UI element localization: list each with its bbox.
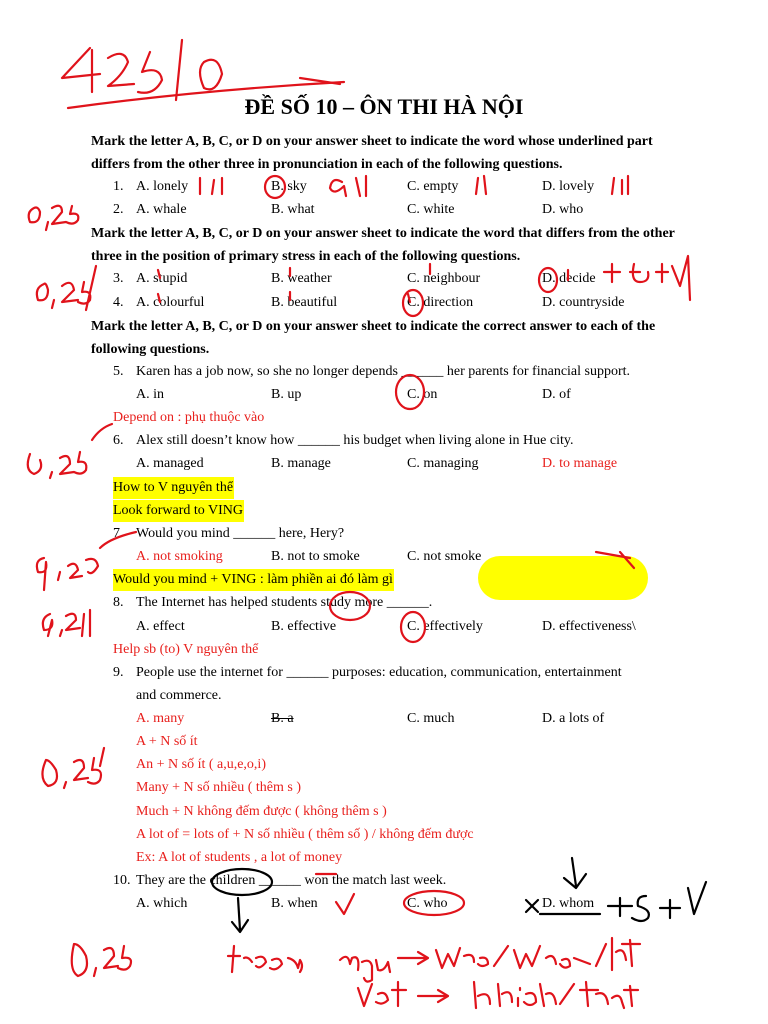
note-grammar-1: A + N số ít: [136, 734, 198, 749]
question-text: People use the internet for ______ purposes: education, communication, entertainment: [136, 665, 622, 680]
option-c: C. white: [407, 202, 455, 217]
option-a: A. which: [136, 896, 188, 911]
note-grammar-2: An + N số ít ( a,u,e,o,i): [136, 757, 266, 772]
option-b: B. effective: [271, 619, 337, 634]
note-grammar-6: Ex: A lot of students , a lot of money: [136, 850, 343, 865]
option-a: A. colourful: [136, 295, 205, 310]
option-c: C. empty: [407, 179, 459, 194]
question-6-options: [0, 453, 768, 475]
question-7: [0, 523, 768, 545]
page-title: ĐỀ SỐ 10 – ÔN THI HÀ NỘI: [244, 94, 524, 119]
option-b: B. a: [271, 711, 294, 726]
option-b: B. manage: [271, 456, 331, 471]
option-a: A. whale: [136, 202, 187, 217]
option-b: B. sky: [271, 179, 307, 194]
question-text: They are the children ______ won the match last week.: [136, 873, 447, 888]
instruction-pronunciation: Mark the letter A, B, C, or D on your answer sheet to indicate the word whose underlined part differs from the other three in pronunciation in each of the following questions.: [91, 134, 653, 172]
option-a: A. effect: [136, 619, 185, 634]
option-d: D. effectiveness\: [542, 619, 636, 634]
question-number: 1.: [113, 179, 124, 194]
question-1: [0, 176, 768, 198]
note-would-you-mind: Would you mind + VING : làm phiền ai đó làm gì: [113, 569, 394, 591]
option-d: D. who: [542, 202, 584, 217]
option-c: C. who: [407, 896, 448, 911]
option-d: D. a lots of: [542, 711, 605, 726]
note-look-forward: Look forward to VING: [113, 500, 244, 522]
ink-score-mark: [72, 944, 131, 976]
option-c: C. on: [407, 387, 438, 402]
question-number: 5.: [113, 364, 124, 379]
question-text: Would you mind ______ here, Hery?: [136, 526, 345, 541]
option-b: B. what: [271, 202, 315, 217]
question-3: [0, 268, 768, 290]
ink-arrow: [300, 78, 340, 84]
question-7-options: [0, 546, 768, 568]
question-10-options: [0, 893, 768, 915]
option-a: A. lonely: [136, 179, 189, 194]
question-number: 9.: [113, 665, 124, 680]
question-9-options: [0, 708, 768, 730]
ink-word-treem: [228, 946, 302, 972]
question-number: 7.: [113, 526, 124, 541]
question-number: 2.: [113, 202, 124, 217]
question-8-options: [0, 616, 768, 638]
question-number: 3.: [113, 271, 124, 286]
question-text: and commerce.: [136, 688, 222, 703]
option-b: B. not to smoke: [271, 549, 360, 564]
ink-word-vat: [358, 982, 406, 1006]
option-b: B. beautiful: [271, 295, 338, 310]
question-8: [0, 592, 768, 614]
instruction-correct-answer: Mark the letter A, B, C, or D on your answer sheet to indicate the correct answer to each of the following questions.: [91, 319, 656, 357]
ink-arrow: [398, 952, 428, 964]
ink-word-which-that: [474, 982, 638, 1008]
question-text: Karen has a job now, so she no longer depends ______ her parents for financial support.: [136, 364, 631, 379]
question-9-cont: [0, 685, 768, 707]
option-b: B. up: [271, 387, 302, 402]
option-d: D. decide: [542, 271, 596, 286]
option-d: D. whom: [542, 896, 595, 911]
option-d: D. to manage: [542, 456, 618, 471]
ink-score-mark: [42, 748, 104, 788]
ink-word-who-whom-that: [436, 938, 640, 970]
note-depend-on: Depend on : phụ thuộc vào: [113, 410, 265, 425]
option-c: C. managing: [407, 456, 479, 471]
question-number: 10.: [113, 873, 131, 888]
option-c: C. neighbour: [407, 271, 481, 286]
option-a: A. many: [136, 711, 185, 726]
note-grammar-5: A lot of = lots of + N số nhiều ( thêm số ) / không đếm được: [136, 827, 474, 842]
question-number: 4.: [113, 295, 124, 310]
option-a: A. managed: [136, 456, 204, 471]
ink-word-nguoi: [340, 957, 390, 982]
option-b: B. weather: [271, 271, 332, 286]
option-c: C. not smoke: [407, 549, 482, 564]
option-a: A. not smoking: [136, 549, 223, 564]
question-2: [0, 199, 768, 221]
note-how-to: How to V nguyên thể: [113, 477, 234, 499]
option-c: C. direction: [407, 295, 474, 310]
ink-arrow: [418, 990, 448, 1002]
question-10: [0, 870, 768, 892]
question-number: 6.: [113, 433, 124, 448]
question-4: [0, 292, 768, 314]
option-d: D. countryside: [542, 295, 625, 310]
question-6: [0, 430, 768, 452]
option-c: C. effectively: [407, 619, 483, 634]
option-d: D. of: [542, 387, 571, 402]
question-number: 8.: [113, 595, 124, 610]
option-a: A. stupid: [136, 271, 188, 286]
question-text: The Internet has helped students study more ______.: [136, 595, 433, 610]
option-b: B. when: [271, 896, 318, 911]
question-5-options: [0, 384, 768, 406]
option-d: D. lovely: [542, 179, 595, 194]
instruction-stress: Mark the letter A, B, C, or D on your answer sheet to indicate the word that differs from the other three in the position of primary stress in each of the following questions.: [91, 226, 675, 264]
note-grammar-3: Many + N số nhiều ( thêm s ): [136, 780, 301, 795]
option-c: C. much: [407, 711, 455, 726]
ink-score: [62, 40, 222, 100]
question-5: [0, 361, 768, 383]
note-help-sb: Help sb (to) V nguyên thể: [113, 642, 259, 657]
note-grammar-4: Much + N không đếm được ( không thêm s ): [136, 804, 387, 819]
option-a: A. in: [136, 387, 164, 402]
question-text: Alex still doesn’t know how ______ his budget when living alone in Hue city.: [136, 433, 574, 448]
question-9: [0, 662, 768, 684]
